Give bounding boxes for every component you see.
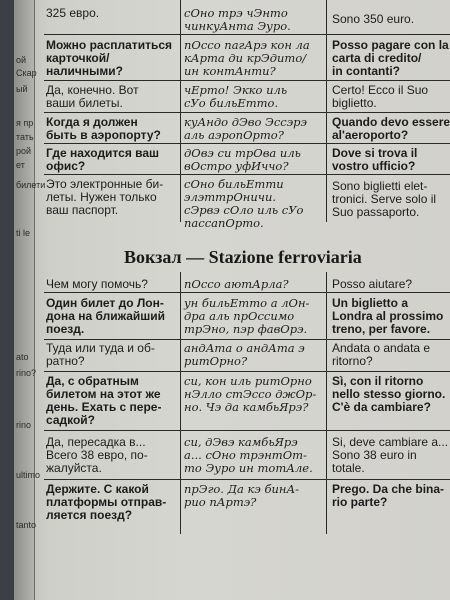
row-divider xyxy=(44,292,450,293)
section-title: Вокзал — Stazione ferroviaria xyxy=(124,247,362,267)
row-transcription: сОно трэ чЭнто чинкуАнта Эуро. xyxy=(184,6,291,33)
row-divider xyxy=(44,34,450,35)
prev-page-fragment: tanto xyxy=(16,520,37,530)
row-divider xyxy=(44,143,450,144)
row-divider xyxy=(44,339,450,340)
row-divider xyxy=(44,174,450,175)
row-transcription: сОно бильЕтти элэттрОничи. сЭрвэ сОло иль сУо пассапОрто. xyxy=(184,177,304,230)
row-ru-text: Это электронные би- леты. Нужен только ваш паспорт. xyxy=(46,177,164,217)
row-ru-text: Да, с обратным билетом на этот же день. Ехать с пере- садкой? xyxy=(46,374,162,427)
row-it-text: Un biglietto a Londra al prossimo treno, per favore. xyxy=(332,296,444,336)
prev-page-fragment: rino xyxy=(16,420,32,430)
prev-page-fragment: ti le xyxy=(16,228,31,238)
book-page xyxy=(14,0,450,600)
previous-page-edge xyxy=(14,0,46,600)
row-transcription: прЭго. Да кэ бинА- рио пАртэ? xyxy=(184,482,300,509)
row-ru-text: Можно расплатиться карточкой/ наличными? xyxy=(46,38,172,78)
row-transcription: си, кон иль ритОрно нЭлло стЭссо джОр- но. Чэ да камбьЯрэ? xyxy=(184,374,317,414)
prev-page-fragment: ultimo xyxy=(16,470,41,480)
row-it-text: Posso aiutare? xyxy=(332,277,413,291)
row-divider xyxy=(44,479,450,480)
row-ru-text: Где находится ваш офис? xyxy=(46,146,160,173)
prev-page-fragment: ет xyxy=(16,160,25,170)
row-transcription: андАта о андАта э ритОрно? xyxy=(184,341,305,368)
row-ru-text: Туда или туда и об- ратно? xyxy=(46,341,155,368)
prev-page-fragment: билети xyxy=(16,180,46,190)
prev-page-fragment: ой xyxy=(16,55,27,65)
row-divider xyxy=(44,371,450,372)
row-ru-text: Держите. С какой платформы отправ- ляется поезд? xyxy=(46,482,167,522)
row-it-text: Sì, con il ritorno nello stesso giorno. C'è da cambiare? xyxy=(332,374,446,414)
column-divider xyxy=(326,272,327,534)
row-it-text: Prego. Da che bina- rio parte? xyxy=(332,482,445,509)
row-it-text: Si, deve cambiare a... Sono 38 euro in totale. xyxy=(332,435,449,475)
row-transcription: куАндо дЭво Эссэрэ аль аэропОрто? xyxy=(184,115,307,142)
prev-page-fragment: ato xyxy=(16,352,29,362)
row-transcription: пОссо аютАрла? xyxy=(184,277,289,291)
row-divider xyxy=(44,80,450,81)
row-it-text: Certo! Ecco il Suo biglietto. xyxy=(332,83,429,110)
row-it-text: Posso pagare con la carta di credito/ in contanti? xyxy=(332,38,449,78)
row-transcription: дОвэ си трОва иль вОстро уфИччо? xyxy=(184,146,301,173)
row-ru-text: 325 евро. xyxy=(46,6,100,20)
prev-page-fragment: rino? xyxy=(16,368,37,378)
row-divider xyxy=(44,112,450,113)
prev-page-fragment: тать xyxy=(16,132,34,142)
row-transcription: ун бильЕтто а лОн- дра аль прОссимо трЭно, пэр фавОрэ. xyxy=(184,296,310,336)
prev-page-fragment: ый xyxy=(16,84,28,94)
row-it-text: Andata o andata e ritorno? xyxy=(332,341,431,368)
prev-page-fragment: Скар xyxy=(16,68,37,78)
row-transcription: си, дЭвэ камбьЯрэ а... сОно трэнтОт- то Эуро ин тотАле. xyxy=(184,435,313,475)
prev-page-fragment: рой xyxy=(16,146,32,156)
row-ru-text: Да, пересадка в... Всего 38 евро, по- жалуйста. xyxy=(46,435,148,475)
row-it-text: Dove si trova il vostro ufficio? xyxy=(332,146,418,173)
row-divider xyxy=(44,430,450,431)
row-it-text: Sono 350 euro. xyxy=(332,12,415,26)
prev-page-fragment: я пр xyxy=(16,118,34,128)
row-transcription: пОссо пагАрэ кон ла кАрта ди крЭдито/ ин контАнти? xyxy=(184,38,310,78)
row-ru-text: Когда я должен быть в аэропорту? xyxy=(46,115,161,142)
row-ru-text: Да, конечно. Вот ваши билеты. xyxy=(46,83,139,110)
row-ru-text: Чем могу помочь? xyxy=(46,277,148,291)
row-it-text: Quando devo essere al'aeroporto? xyxy=(332,115,450,142)
row-it-text: Sono biglietti elet- tronici. Serve solo il Suo passaporto. xyxy=(332,179,437,219)
row-ru-text: Один билет до Лон- дона на ближайший поезд. xyxy=(46,296,166,336)
row-transcription: чЕрто! Экко иль сУо бильЕтто. xyxy=(184,83,288,110)
